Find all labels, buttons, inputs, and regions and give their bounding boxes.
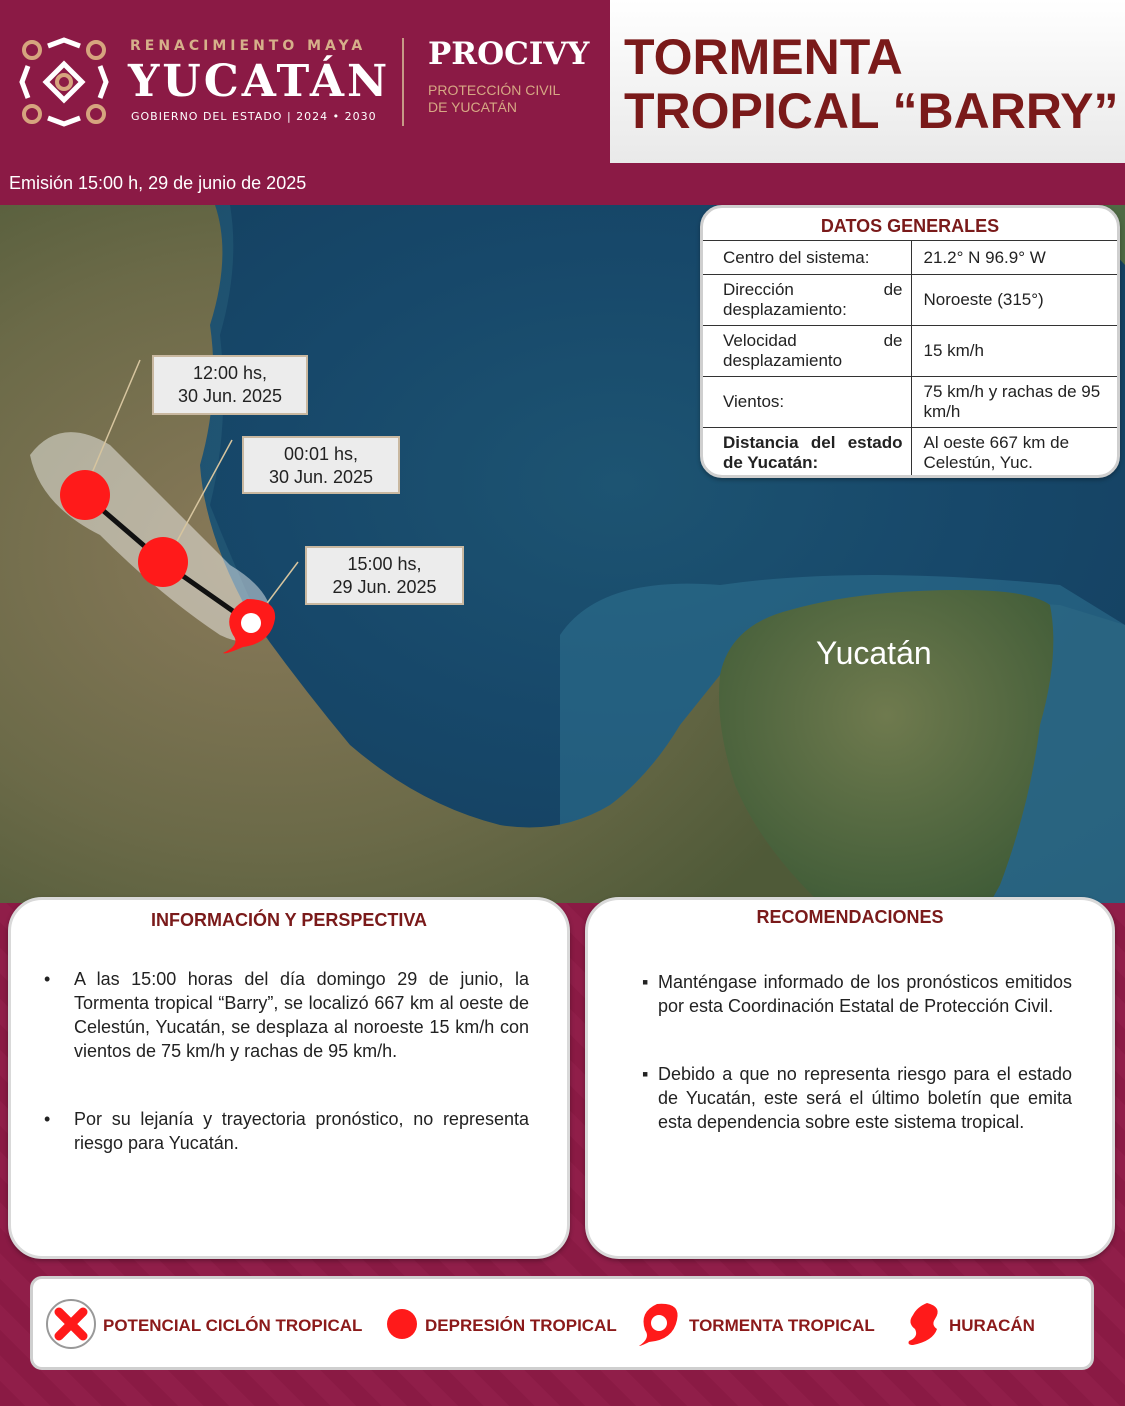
legend-item-huracan [903, 1279, 1035, 1373]
info-panel [8, 897, 570, 1259]
row-label: Centro del sistema: [703, 241, 911, 275]
callout-12h-time: 12:00 hs, [192, 363, 268, 383]
bullet-icon: • [44, 969, 51, 989]
bulletin-title-line2: TROPICAL “BARRY” [624, 83, 1119, 139]
callout-0001h-time: 00:01 hs, [283, 444, 359, 464]
legend-label: DEPRESIÓN TROPICAL [425, 1316, 617, 1335]
row-label: Distancia del estado de Yucatán: [703, 428, 911, 479]
callout-12h-date: 30 Jun. 2025 [177, 386, 283, 406]
callout-0001h-date: 30 Jun. 2025 [268, 467, 374, 487]
header [0, 0, 1125, 205]
row-value: Noroeste (315°) [911, 275, 1117, 326]
callout-15h [305, 546, 464, 605]
list-item [642, 970, 1072, 1018]
legend-item-potencial [45, 1279, 362, 1373]
recommendations-title: RECOMENDACIONES [756, 907, 944, 927]
agency-subtitle-line1: PROTECCIÓN CIVIL [428, 82, 561, 98]
legend-label: TORMENTA TROPICAL [689, 1316, 875, 1335]
callout-12h [152, 355, 308, 415]
info-item-text: Por su lejanía y trayectoria pronóstico, no representa riesgo para Yucatán. [74, 1109, 529, 1153]
list-item [642, 1062, 1072, 1134]
agency-name: PROCIVY [428, 36, 590, 72]
datos-generales-table [703, 240, 1117, 478]
callout-15h-time: 15:00 hs, [347, 554, 422, 574]
yucatan-map-label: Yucatán [816, 635, 932, 671]
recommendation-text: Debido a que no representa riesgo para el estado de Yucatán, este será el último boletín que emita esta dependencia sobre este sistema tropical. [658, 1064, 1072, 1132]
x-circle-icon [45, 1298, 97, 1355]
recommendation-text: Manténgase informado de los pronósticos emitidos por esta Coordinación Estatal de Protección Civil. [658, 972, 1072, 1016]
yucatan-logo-icon [18, 36, 110, 128]
bulletin-title-line1: TORMENTA [624, 29, 903, 85]
red-dot-icon [385, 1307, 419, 1346]
agency-subtitle [428, 82, 598, 116]
recommendations-list [642, 970, 1072, 1134]
table-row [703, 428, 1117, 479]
legend-label: HURACÁN [949, 1316, 1035, 1335]
row-label: Dirección de desplazamiento: [703, 275, 911, 326]
legend-label: POTENCIAL CICLÓN TROPICAL [103, 1316, 363, 1335]
agency-subtitle-line2: DE YUCATÁN [428, 99, 517, 115]
info-list [44, 967, 529, 1155]
row-value: Al oeste 667 km de Celestún, Yuc. [911, 428, 1117, 479]
hurricane-icon [903, 1301, 943, 1352]
legend-item-tormenta [637, 1279, 875, 1373]
info-panel-title: INFORMACIÓN Y PERSPECTIVA [150, 910, 428, 930]
list-item [44, 967, 529, 1063]
recommendations-panel [585, 897, 1115, 1259]
datos-generales-title: DATOS GENERALES [820, 216, 1000, 236]
callout-15h-date: 29 Jun. 2025 [332, 577, 437, 597]
brand-subtitle: GOBIERNO DEL ESTADO | 2024 • 2030 [131, 110, 377, 123]
callout-0001h [242, 436, 400, 494]
brand-name: YUCATÁN [128, 56, 391, 107]
bulletin-title [624, 30, 1119, 138]
row-value: 75 km/h y rachas de 95 km/h [911, 377, 1117, 428]
info-item-text: A las 15:00 horas del día domingo 29 de junio, la Tormenta tropical “Barry”, se localizó 667 km al oeste de Celestún, Yucatán, se desplaza al noroeste 15 km/h con vientos de 75 km/h y rachas de 95 km/h. [74, 969, 529, 1061]
list-item [44, 1107, 529, 1155]
forecast-point-12h [60, 470, 110, 520]
legend [30, 1276, 1094, 1370]
table-row [703, 326, 1117, 377]
brand-tagline: RENACIMIENTO MAYA [130, 38, 367, 54]
row-label: Velocidad de desplazamiento [703, 326, 911, 377]
row-label: Vientos: [703, 377, 911, 428]
tropical-storm-icon [637, 1300, 683, 1353]
brand-divider [402, 38, 404, 126]
table-row [703, 241, 1117, 275]
row-value: 15 km/h [911, 326, 1117, 377]
bullet-icon: ▪ [642, 1064, 649, 1084]
table-row [703, 275, 1117, 326]
forecast-point-0001h [138, 537, 188, 587]
row-value: 21.2° N 96.9° W [911, 241, 1117, 275]
bullet-icon: ▪ [642, 972, 649, 992]
bulletin-title-box [610, 0, 1125, 163]
bullet-icon: • [44, 1109, 51, 1129]
datos-generales-card [700, 205, 1120, 478]
table-row [703, 377, 1117, 428]
emission-date: Emisión 15:00 h, 29 de junio de 2025 [9, 173, 307, 193]
legend-item-depresion [385, 1279, 617, 1373]
